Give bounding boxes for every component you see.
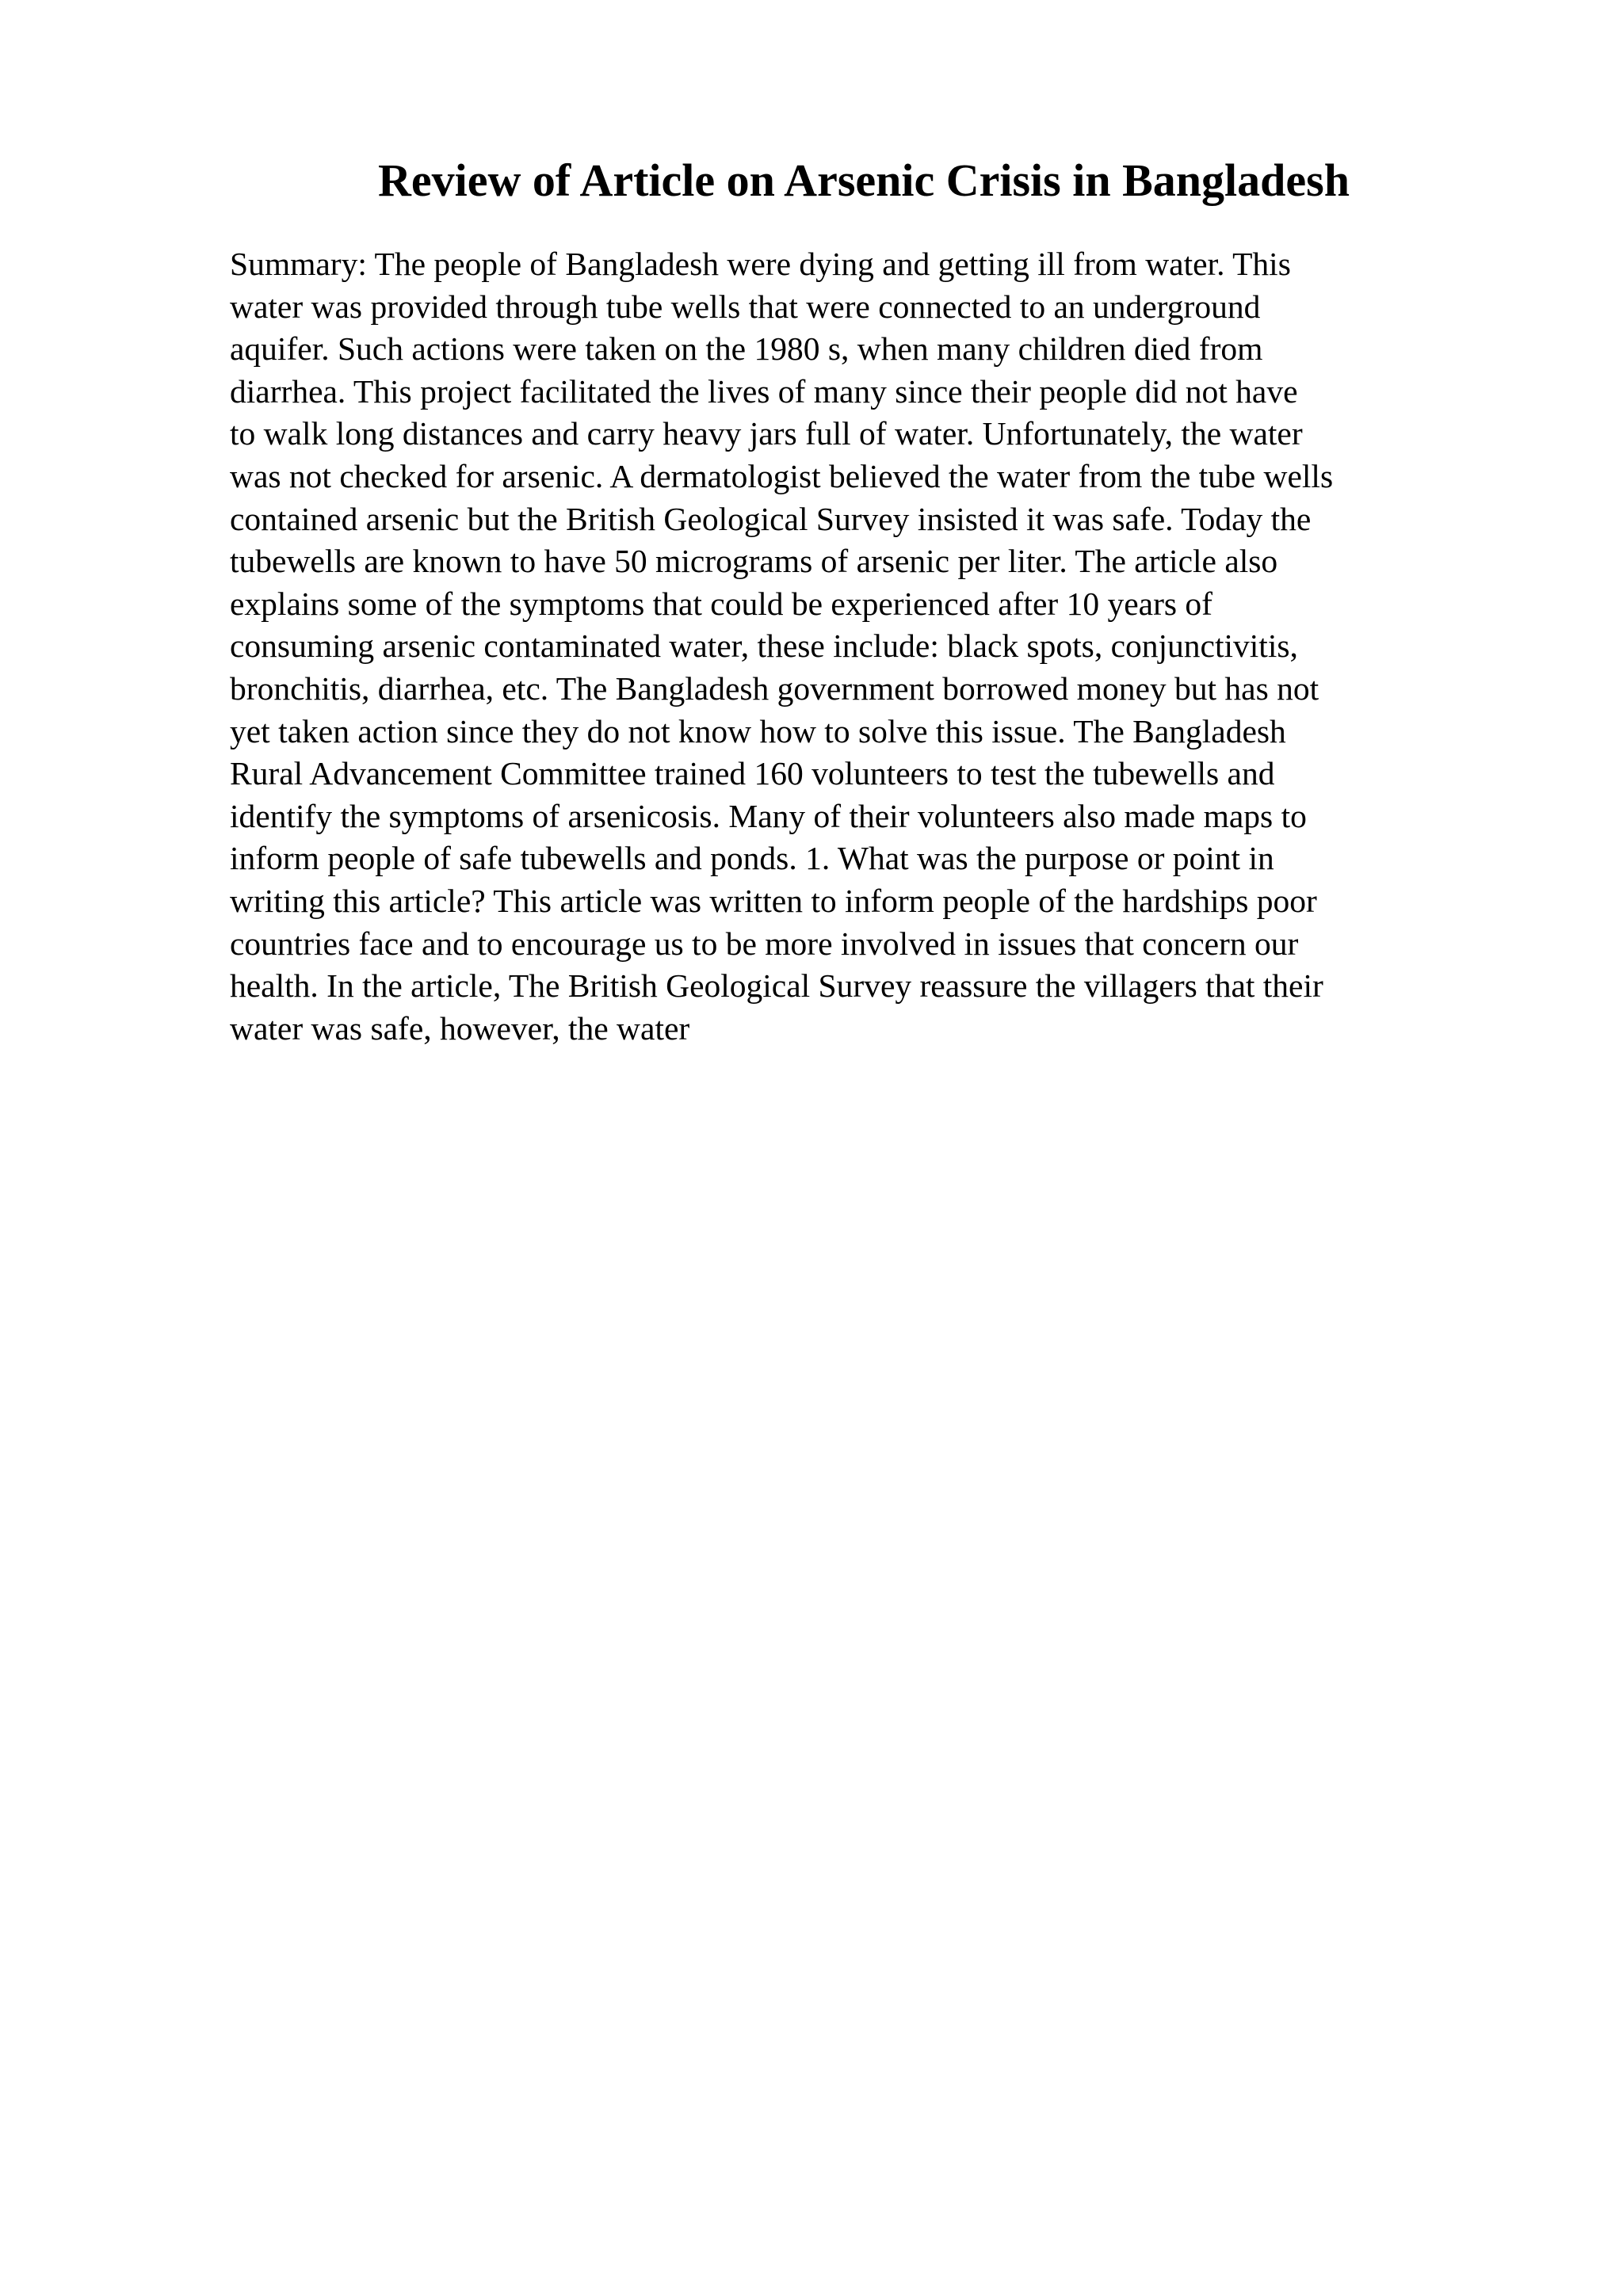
body-line: consuming arsenic contaminated water, these include: black spots, conjunctivitis, <box>230 627 1298 665</box>
body-line: yet taken action since they do not know how to solve this issue. The Bangladesh <box>230 712 1286 749</box>
body-line: tubewells are known to have 50 micrograms of arsenic per liter. The article also <box>230 543 1278 580</box>
document-body <box>230 243 1498 1050</box>
body-line: explains some of the symptoms that could be experienced after 10 years of <box>230 585 1212 622</box>
body-line: inform people of safe tubewells and ponds. 1. What was the purpose or point in <box>230 840 1274 877</box>
body-line: writing this article? This article was written to inform people of the hardships poor <box>230 882 1317 919</box>
body-line: contained arsenic but the British Geological Survey insisted it was safe. Today the <box>230 500 1312 537</box>
body-line: countries face and to encourage us to be more involved in issues that concern our <box>230 925 1299 962</box>
body-line: health. In the article, The British Geological Survey reassure the villagers that their <box>230 967 1323 1005</box>
body-line: to walk long distances and carry heavy jars full of water. Unfortunately, the water <box>230 415 1303 452</box>
body-line: was not checked for arsenic. A dermatologist believed the water from the tube wells <box>230 457 1334 494</box>
body-line: bronchitis, diarrhea, etc. The Bangladesh government borrowed money but has not <box>230 669 1319 707</box>
body-line: diarrhea. This project facilitated the lives of many since their people did not have <box>230 372 1298 410</box>
body-line: aquifer. Such actions were taken on the 1980 s, when many children died from <box>230 330 1263 368</box>
body-line: Summary: The people of Bangladesh were dying and getting ill from water. This <box>230 246 1291 282</box>
body-line: Rural Advancement Committee trained 160 volunteers to test the tubewells and <box>230 755 1275 792</box>
body-line: water was provided through tube wells that were connected to an underground <box>230 288 1261 325</box>
body-line: water was safe, however, the water <box>230 1009 690 1047</box>
document-title: Review of Article on Arsenic Crisis in Bangladesh <box>377 154 1350 206</box>
body-line: identify the symptoms of arsenicosis. Many of their volunteers also made maps to <box>230 797 1307 834</box>
